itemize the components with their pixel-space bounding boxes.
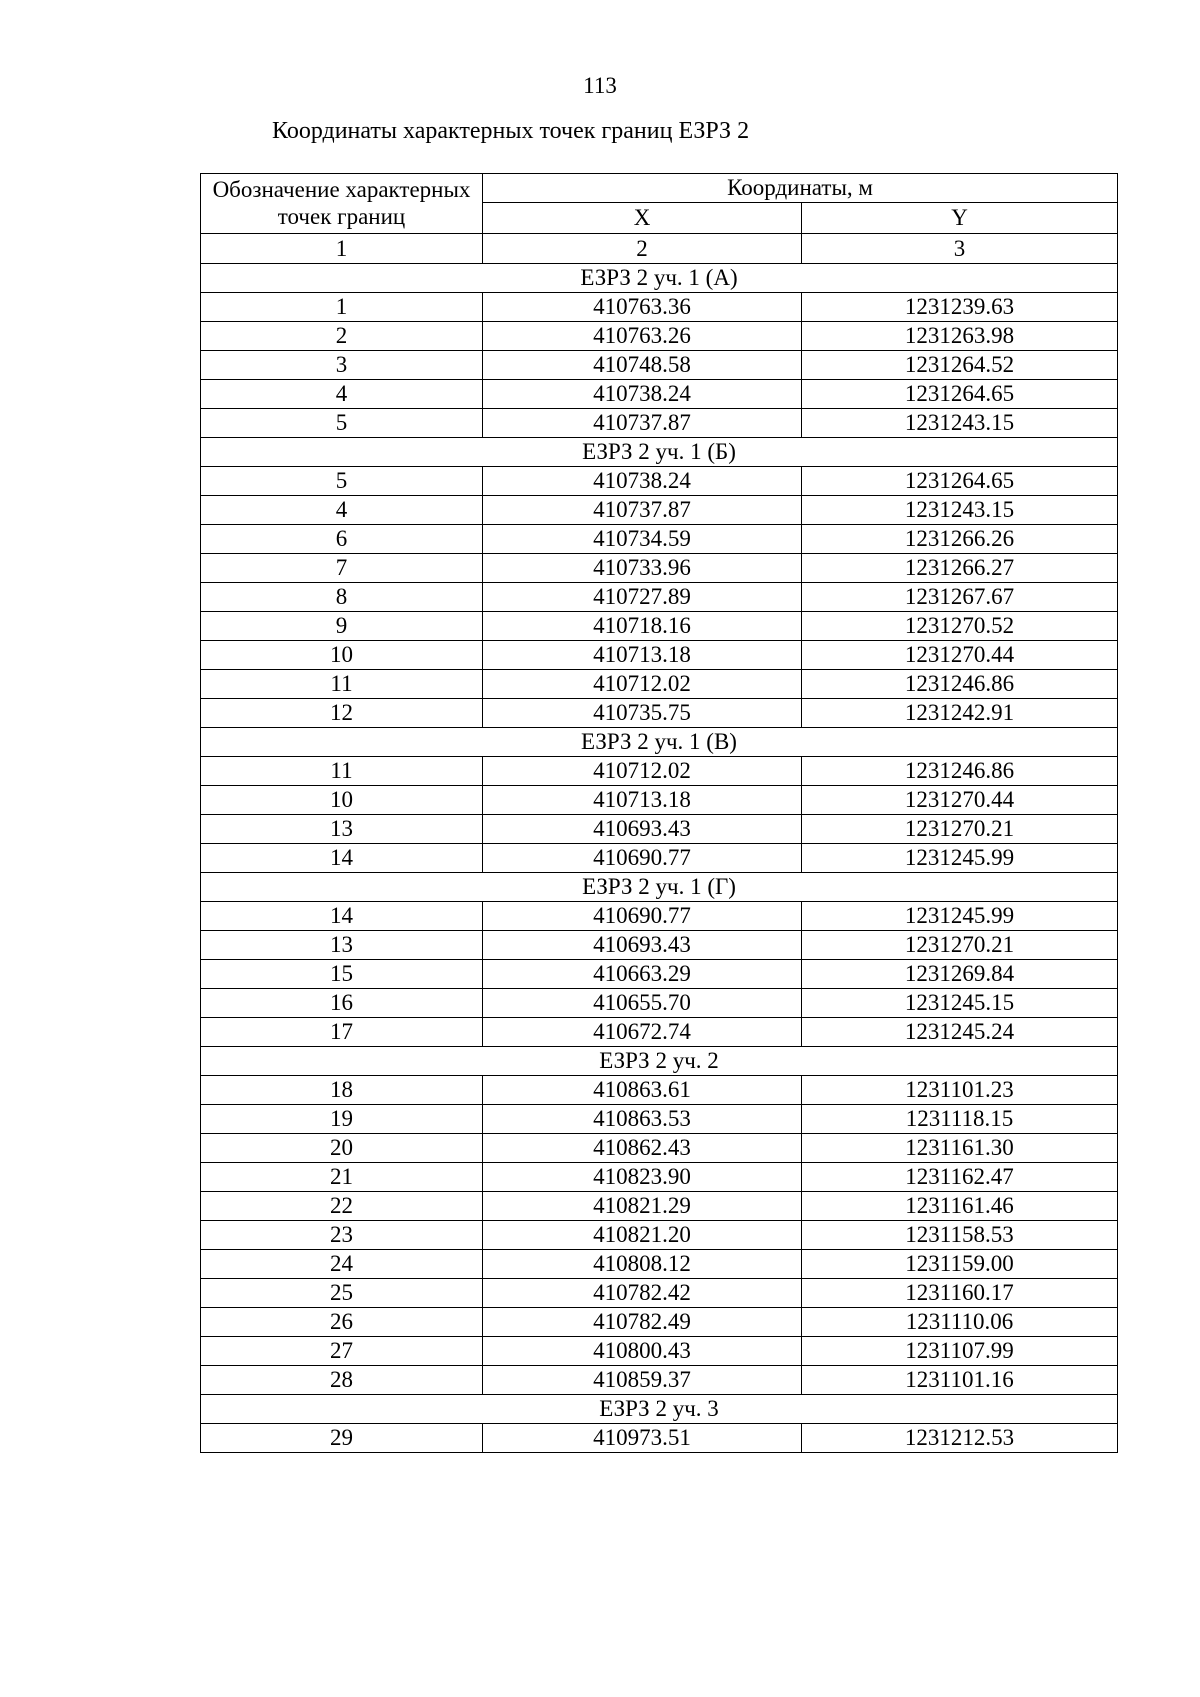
table-row bbox=[201, 1250, 1118, 1279]
table-row bbox=[201, 931, 1118, 960]
point-cell: 8 bbox=[201, 583, 483, 612]
table-row bbox=[201, 554, 1118, 583]
section-header-row bbox=[201, 264, 1118, 293]
y-coordinate-cell: 1231212.53 bbox=[802, 1424, 1118, 1453]
table-row bbox=[201, 351, 1118, 380]
y-coordinate-cell: 1231269.84 bbox=[802, 960, 1118, 989]
x-coordinate-cell: 410713.18 bbox=[483, 641, 802, 670]
y-coordinate-cell: 1231245.99 bbox=[802, 844, 1118, 873]
x-coordinate-cell: 410690.77 bbox=[483, 902, 802, 931]
section-header-row bbox=[201, 873, 1118, 902]
table-row bbox=[201, 322, 1118, 351]
x-coordinate-cell: 410782.49 bbox=[483, 1308, 802, 1337]
x-coordinate-cell: 410863.61 bbox=[483, 1076, 802, 1105]
y-coordinate-cell: 1231245.24 bbox=[802, 1018, 1118, 1047]
point-cell: 7 bbox=[201, 554, 483, 583]
y-coordinate-cell: 1231159.00 bbox=[802, 1250, 1118, 1279]
point-cell: 29 bbox=[201, 1424, 483, 1453]
y-coordinate-cell: 1231239.63 bbox=[802, 293, 1118, 322]
x-coordinate-cell: 410737.87 bbox=[483, 409, 802, 438]
table-row bbox=[201, 293, 1118, 322]
point-cell: 13 bbox=[201, 815, 483, 844]
section-title: ЕЗРЗ 2 уч. 3 bbox=[201, 1395, 1118, 1424]
y-coordinate-cell: 1231245.15 bbox=[802, 989, 1118, 1018]
point-cell: 3 bbox=[201, 351, 483, 380]
table-row bbox=[201, 1134, 1118, 1163]
x-coordinate-cell: 410738.24 bbox=[483, 467, 802, 496]
y-coordinate-cell: 1231266.27 bbox=[802, 554, 1118, 583]
section-header-row bbox=[201, 728, 1118, 757]
point-cell: 9 bbox=[201, 612, 483, 641]
table-row bbox=[201, 786, 1118, 815]
y-coordinate-cell: 1231263.98 bbox=[802, 322, 1118, 351]
table-row bbox=[201, 525, 1118, 554]
table-row bbox=[201, 699, 1118, 728]
document-title: Координаты характерных точек границ ЕЗРЗ 2 bbox=[272, 118, 750, 144]
x-coordinate-cell: 410823.90 bbox=[483, 1163, 802, 1192]
section-header-row bbox=[201, 1047, 1118, 1076]
table-row bbox=[201, 380, 1118, 409]
table-row bbox=[201, 641, 1118, 670]
point-cell: 28 bbox=[201, 1366, 483, 1395]
point-cell: 22 bbox=[201, 1192, 483, 1221]
point-cell: 1 bbox=[201, 293, 483, 322]
point-cell: 4 bbox=[201, 496, 483, 525]
table-row bbox=[201, 496, 1118, 525]
table-row bbox=[201, 960, 1118, 989]
table-row bbox=[201, 757, 1118, 786]
y-coordinate-cell: 1231270.21 bbox=[802, 931, 1118, 960]
column-number: 3 bbox=[802, 234, 1118, 264]
point-cell: 5 bbox=[201, 467, 483, 496]
coordinates-table bbox=[200, 173, 1118, 1453]
column-number: 1 bbox=[201, 234, 483, 264]
point-cell: 21 bbox=[201, 1163, 483, 1192]
table-row bbox=[201, 612, 1118, 641]
y-coordinate-cell: 1231246.86 bbox=[802, 757, 1118, 786]
point-cell: 24 bbox=[201, 1250, 483, 1279]
y-coordinate-cell: 1231162.47 bbox=[802, 1163, 1118, 1192]
y-coordinate-cell: 1231158.53 bbox=[802, 1221, 1118, 1250]
y-coordinate-cell: 1231245.99 bbox=[802, 902, 1118, 931]
header-coordinates: Координаты, м bbox=[483, 174, 1118, 203]
y-coordinate-cell: 1231266.26 bbox=[802, 525, 1118, 554]
header-y: Y bbox=[802, 203, 1118, 234]
section-title: ЕЗРЗ 2 уч. 1 (А) bbox=[201, 264, 1118, 293]
x-coordinate-cell: 410672.74 bbox=[483, 1018, 802, 1047]
point-cell: 25 bbox=[201, 1279, 483, 1308]
section-header-row bbox=[201, 1395, 1118, 1424]
section-title: ЕЗРЗ 2 уч. 1 (Г) bbox=[201, 873, 1118, 902]
table-row bbox=[201, 1221, 1118, 1250]
y-coordinate-cell: 1231270.52 bbox=[802, 612, 1118, 641]
x-coordinate-cell: 410782.42 bbox=[483, 1279, 802, 1308]
page-number: 113 bbox=[583, 73, 617, 98]
table-row bbox=[201, 989, 1118, 1018]
point-cell: 18 bbox=[201, 1076, 483, 1105]
table-row bbox=[201, 1163, 1118, 1192]
x-coordinate-cell: 410763.36 bbox=[483, 293, 802, 322]
y-coordinate-cell: 1231243.15 bbox=[802, 496, 1118, 525]
y-coordinate-cell: 1231160.17 bbox=[802, 1279, 1118, 1308]
y-coordinate-cell: 1231107.99 bbox=[802, 1337, 1118, 1366]
x-coordinate-cell: 410800.43 bbox=[483, 1337, 802, 1366]
y-coordinate-cell: 1231270.44 bbox=[802, 786, 1118, 815]
x-coordinate-cell: 410693.43 bbox=[483, 815, 802, 844]
point-cell: 2 bbox=[201, 322, 483, 351]
table-row bbox=[201, 1018, 1118, 1047]
x-coordinate-cell: 410821.20 bbox=[483, 1221, 802, 1250]
point-cell: 11 bbox=[201, 670, 483, 699]
table-row bbox=[201, 1366, 1118, 1395]
section-title: ЕЗРЗ 2 уч. 1 (Б) bbox=[201, 438, 1118, 467]
x-coordinate-cell: 410808.12 bbox=[483, 1250, 802, 1279]
table-body bbox=[201, 264, 1118, 1453]
table-row bbox=[201, 1192, 1118, 1221]
table-row bbox=[201, 844, 1118, 873]
point-cell: 23 bbox=[201, 1221, 483, 1250]
x-coordinate-cell: 410973.51 bbox=[483, 1424, 802, 1453]
point-cell: 13 bbox=[201, 931, 483, 960]
point-cell: 26 bbox=[201, 1308, 483, 1337]
x-coordinate-cell: 410727.89 bbox=[483, 583, 802, 612]
section-header-row bbox=[201, 438, 1118, 467]
column-number: 2 bbox=[483, 234, 802, 264]
x-coordinate-cell: 410863.53 bbox=[483, 1105, 802, 1134]
table-row bbox=[201, 467, 1118, 496]
x-coordinate-cell: 410693.43 bbox=[483, 931, 802, 960]
x-coordinate-cell: 410763.26 bbox=[483, 322, 802, 351]
y-coordinate-cell: 1231243.15 bbox=[802, 409, 1118, 438]
y-coordinate-cell: 1231264.52 bbox=[802, 351, 1118, 380]
table-row bbox=[201, 1337, 1118, 1366]
x-coordinate-cell: 410734.59 bbox=[483, 525, 802, 554]
table-row bbox=[201, 670, 1118, 699]
x-coordinate-cell: 410738.24 bbox=[483, 380, 802, 409]
y-coordinate-cell: 1231161.46 bbox=[802, 1192, 1118, 1221]
x-coordinate-cell: 410655.70 bbox=[483, 989, 802, 1018]
header-x: X bbox=[483, 203, 802, 234]
table-row bbox=[201, 1279, 1118, 1308]
y-coordinate-cell: 1231110.06 bbox=[802, 1308, 1118, 1337]
point-cell: 10 bbox=[201, 641, 483, 670]
y-coordinate-cell: 1231246.86 bbox=[802, 670, 1118, 699]
x-coordinate-cell: 410712.02 bbox=[483, 670, 802, 699]
x-coordinate-cell: 410859.37 bbox=[483, 1366, 802, 1395]
x-coordinate-cell: 410733.96 bbox=[483, 554, 802, 583]
y-coordinate-cell: 1231264.65 bbox=[802, 380, 1118, 409]
section-title: ЕЗРЗ 2 уч. 1 (В) bbox=[201, 728, 1118, 757]
y-coordinate-cell: 1231118.15 bbox=[802, 1105, 1118, 1134]
y-coordinate-cell: 1231264.65 bbox=[802, 467, 1118, 496]
point-cell: 16 bbox=[201, 989, 483, 1018]
x-coordinate-cell: 410862.43 bbox=[483, 1134, 802, 1163]
table-row bbox=[201, 1308, 1118, 1337]
point-cell: 17 bbox=[201, 1018, 483, 1047]
x-coordinate-cell: 410718.16 bbox=[483, 612, 802, 641]
point-cell: 20 bbox=[201, 1134, 483, 1163]
table-row bbox=[201, 1424, 1118, 1453]
section-title: ЕЗРЗ 2 уч. 2 bbox=[201, 1047, 1118, 1076]
y-coordinate-cell: 1231242.91 bbox=[802, 699, 1118, 728]
x-coordinate-cell: 410735.75 bbox=[483, 699, 802, 728]
y-coordinate-cell: 1231101.23 bbox=[802, 1076, 1118, 1105]
point-cell: 27 bbox=[201, 1337, 483, 1366]
header-designation: Обозначение характерных точек границ bbox=[201, 174, 483, 234]
y-coordinate-cell: 1231161.30 bbox=[802, 1134, 1118, 1163]
y-coordinate-cell: 1231270.44 bbox=[802, 641, 1118, 670]
point-cell: 11 bbox=[201, 757, 483, 786]
point-cell: 12 bbox=[201, 699, 483, 728]
table-row bbox=[201, 815, 1118, 844]
x-coordinate-cell: 410713.18 bbox=[483, 786, 802, 815]
point-cell: 10 bbox=[201, 786, 483, 815]
y-coordinate-cell: 1231101.16 bbox=[802, 1366, 1118, 1395]
x-coordinate-cell: 410821.29 bbox=[483, 1192, 802, 1221]
y-coordinate-cell: 1231267.67 bbox=[802, 583, 1118, 612]
table-row bbox=[201, 409, 1118, 438]
point-cell: 15 bbox=[201, 960, 483, 989]
table-row bbox=[201, 1105, 1118, 1134]
table-row bbox=[201, 902, 1118, 931]
column-numbers-row bbox=[201, 234, 1118, 264]
point-cell: 14 bbox=[201, 902, 483, 931]
x-coordinate-cell: 410748.58 bbox=[483, 351, 802, 380]
point-cell: 6 bbox=[201, 525, 483, 554]
x-coordinate-cell: 410737.87 bbox=[483, 496, 802, 525]
table-row bbox=[201, 1076, 1118, 1105]
point-cell: 5 bbox=[201, 409, 483, 438]
table-row bbox=[201, 583, 1118, 612]
point-cell: 19 bbox=[201, 1105, 483, 1134]
x-coordinate-cell: 410712.02 bbox=[483, 757, 802, 786]
x-coordinate-cell: 410690.77 bbox=[483, 844, 802, 873]
y-coordinate-cell: 1231270.21 bbox=[802, 815, 1118, 844]
x-coordinate-cell: 410663.29 bbox=[483, 960, 802, 989]
point-cell: 4 bbox=[201, 380, 483, 409]
point-cell: 14 bbox=[201, 844, 483, 873]
